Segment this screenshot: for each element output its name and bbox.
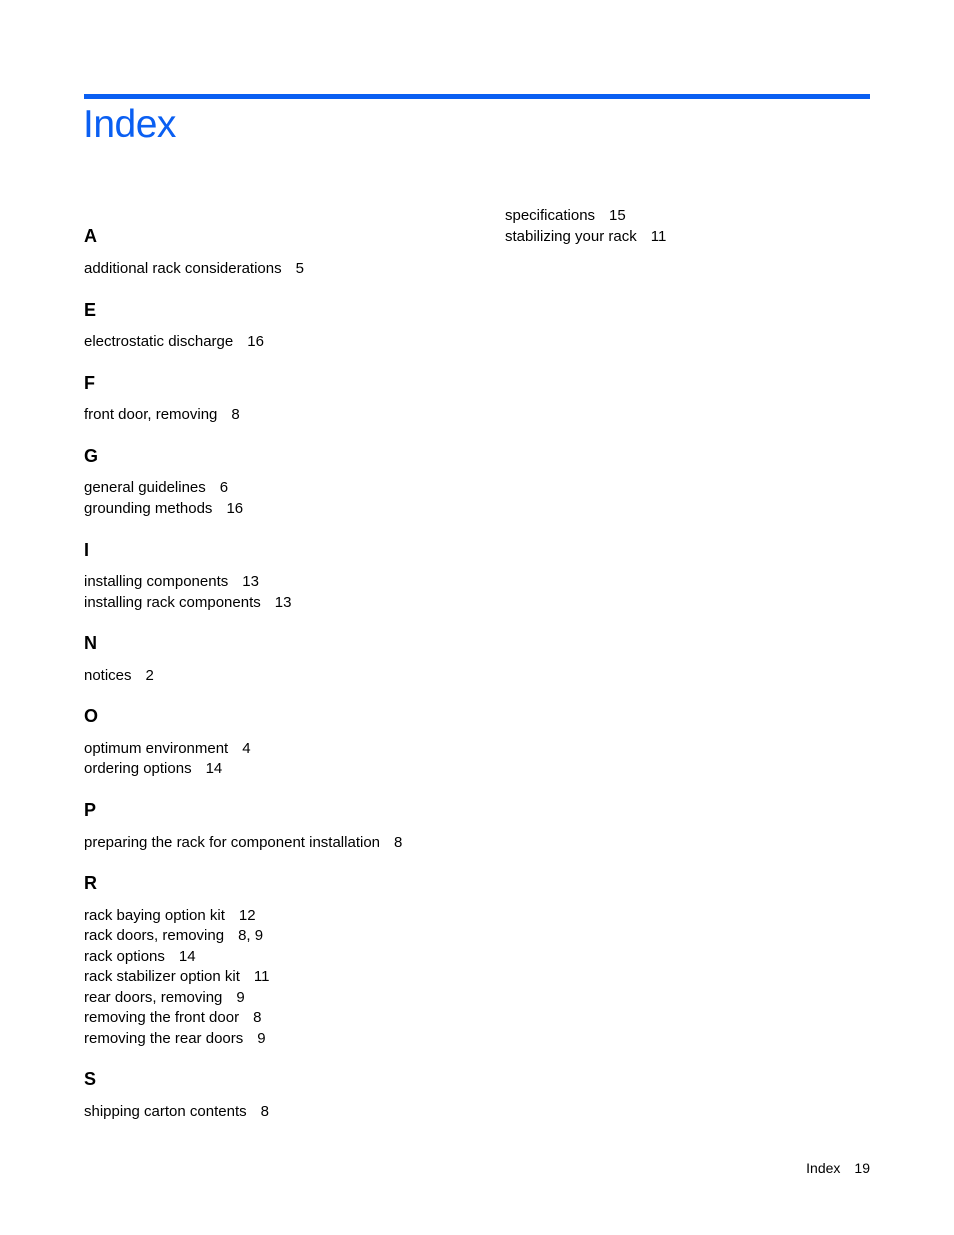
page-number: 19 [854,1160,870,1176]
index-entry: rack stabilizer option kit 11 [84,968,270,985]
section-letter-i: I [84,540,90,560]
index-entry: notices 2 [84,667,154,684]
index-entry: optimum environment 4 [84,740,251,757]
index-entry: removing the front door 8 [84,1009,262,1026]
title-rule [84,94,870,99]
index-entry: rear doors, removing 9 [84,989,245,1006]
index-entry: rack doors, removing 8, 9 [84,927,264,944]
index-entry: installing rack components 13 [84,594,292,611]
index-entry: removing the rear doors 9 [84,1030,266,1047]
index-entry: rack baying option kit 12 [84,907,256,924]
section-letter-s: S [84,1069,97,1089]
page-footer [806,1158,870,1178]
index-entry: general guidelines 6 [84,479,229,496]
index-entry: rack options 14 [84,948,196,965]
section-letter-e: E [84,300,97,320]
section-letter-p: P [84,800,97,820]
index-entry: front door, removing 8 [84,406,240,423]
section-letter-o: O [84,706,99,726]
section-letter-f: F [84,373,95,393]
index-entry: additional rack considerations 5 [84,260,304,277]
index-entry: grounding methods 16 [84,500,244,517]
footer-label: Index [806,1160,841,1176]
index-entry: electrostatic discharge 16 [84,333,264,350]
section-letter-r: R [84,873,97,893]
index-entry: specifications 15 [505,207,626,224]
section-letter-a: A [84,226,97,246]
index-entry: shipping carton contents 8 [84,1103,269,1120]
index-entry: installing components 13 [84,573,259,590]
index-entry: preparing the rack for component installation 8 [84,834,403,851]
index-entry: stabilizing your rack 11 [505,228,667,245]
index-entry: ordering options 14 [84,760,223,777]
section-letter-n: N [84,633,97,653]
page-title: Index [83,103,176,146]
section-letter-g: G [84,446,99,466]
